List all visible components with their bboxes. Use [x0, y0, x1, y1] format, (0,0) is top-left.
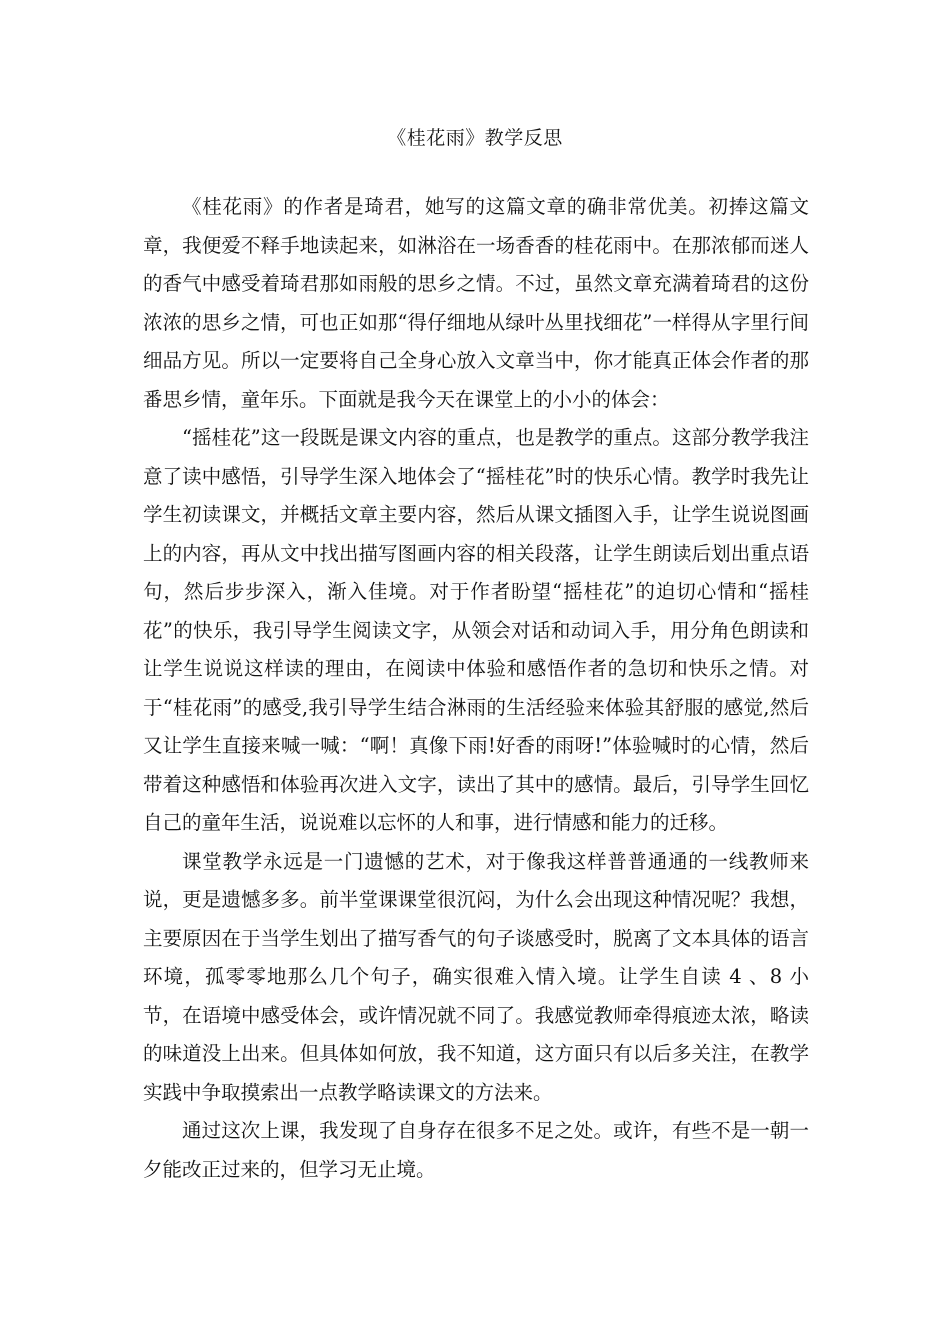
paragraph-shaking-osmanthus: “摇桂花”这一段既是课文内容的重点，也是教学的重点。这部分教学我注意了读中感悟，引导学生深入地体会了“摇桂花”时的快乐心情。教学时我先让学生初读课文，并概括文章主要内容，然后从课文插图入手，让学生说说图画上的内容，再从文中找出描写图画内容的相关段落，让学生朗读后划出重点语句，然后步步深入，渐入佳境。对于作者盼望“摇桂花”的迫切心情和“摇桂花”的快乐，我引导学生阅读文字，从领会对话和动词入手，用分角色朗读和让学生说说这样读的理由，在阅读中体验和感悟作者的急切和快乐之情。对于“桂花雨”的感受,我引导学生结合淋雨的生活经验来体验其舒服的感觉,然后又让学生直接来喊一喊：“啊！真像下雨!好香的雨呀!”体验喊时的心情，然后带着这种感悟和体验再次进入文字，读出了其中的感情。最后，引导学生回忆自己的童年生活，说说难以忘怀的人和事，进行情感和能力的迁移。: [143, 426, 809, 834]
paragraph-reflection: 课堂教学永远是一门遗憾的艺术，对于像我这样普普通通的一线教师来说，更是遗憾多多。前半堂课课堂很沉闷，为什么会出现这种情况呢？我想，主要原因在于当学生划出了描写香气的句子谈感受时，脱离了文本具体的语言环境，孤零零地那么几个句子，确实很难入情入境。让学生自读 4 、8 小节，在语境中感受体会，或许情况就不同了。我感觉教师牵得痕迹太浓，略读的味道没上出来。但具体如何放，我不知道，这方面只有以后多关注，在教学实践中争取摸索出一点教学略读课文的方法来。: [143, 849, 809, 1104]
paragraph-conclusion: 通过这次上课，我发现了自身存在很多不足之处。或许，有些不是一朝一夕能改正过来的，但学习无止境。: [143, 1119, 809, 1181]
document-title: 《桂花雨》教学反思: [387, 127, 563, 149]
document-body: [143, 188, 809, 1189]
paragraph-intro: 《桂花雨》的作者是琦君，她写的这篇文章的确非常优美。初捧这篇文章，我便爱不释手地读起来，如淋浴在一场香香的桂花雨中。在那浓郁而迷人的香气中感受着琦君那如雨般的思乡之情。不过，虽然文章充满着琦君的这份浓浓的思乡之情，可也正如那“得仔细地从绿叶丛里找细花”一样得从字里行间细品方见。所以一定要将自己全身心放入文章当中，你才能真正体会作者的那番思乡情，童年乐。下面就是我今天在课堂上的小小的体会：: [143, 195, 809, 411]
